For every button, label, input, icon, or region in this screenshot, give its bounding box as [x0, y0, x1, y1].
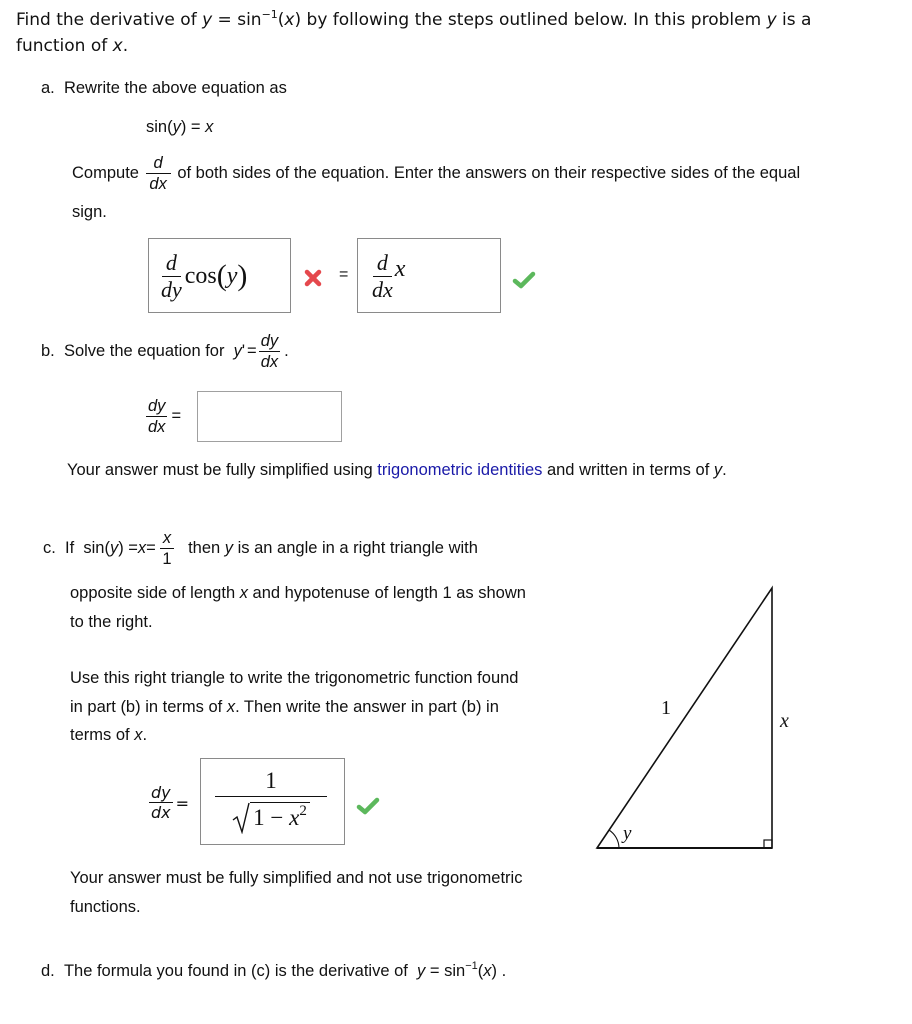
- left-side-answer: $\frac{d}{dy}$ cos ( y ): [161, 249, 248, 302]
- part-d-text: d. The formula you found in (c) is the derivative of $y = \sin^{-1}(x)$ .: [41, 960, 507, 980]
- part-a-equation: sin(y) = x: [146, 118, 214, 136]
- equals-sign: =: [339, 266, 349, 283]
- part-a-compute-text-line2: sign.: [72, 203, 107, 221]
- x-over-1-fraction: $\frac{x}{1}$: [160, 530, 174, 567]
- part-c-heading: c. If sin( y ) = x = $\frac{x}{1}$ then y is an angle in a right triangle with: [43, 529, 478, 568]
- part-b-heading: b. Solve the equation for y ' = $\frac{dy}{dx}$ .: [41, 332, 289, 371]
- right-triangle-diagram: [590, 580, 790, 855]
- part-b-answer-lhs: $\frac{dy}{dx}$ =: [148, 397, 182, 436]
- right-side-answer-box[interactable]: [357, 238, 501, 313]
- part-c-note: Your answer must be fully simplified and not use trigonometric functions.: [70, 869, 523, 916]
- part-b-note: Your answer must be fully simplified using trigonometric identities and written in terms of y.: [67, 461, 727, 479]
- part-c-description: opposite side of length x and hypotenuse of length 1 as shown to the right.: [70, 584, 526, 631]
- part-c-answer-lhs: $\frac{dy}{dx}$ =: [151, 783, 190, 822]
- d-dx-operator: $\frac{d}{dx}$: [146, 155, 171, 192]
- intro-line-2: function of x.: [16, 36, 129, 56]
- sqrt-expression: $1 - x^2$: [215, 800, 327, 834]
- correct-check-icon: [356, 796, 380, 816]
- incorrect-x-icon: [303, 268, 323, 288]
- right-side-answer: $\frac{d}{dx}$ x: [372, 249, 406, 302]
- part-a-compute-text: Compute $\frac{d}{dx}$ of both sides of the equation. Enter the answers on their respective sides of the equal: [72, 154, 801, 193]
- trigonometric-identities-link[interactable]: trigonometric identities: [377, 461, 543, 479]
- sqrt-icon: [232, 802, 250, 834]
- left-side-answer-box[interactable]: [148, 238, 291, 313]
- opposite-side-label: x: [780, 710, 789, 732]
- triangle-icon: [590, 580, 790, 855]
- problem-intro: [16, 7, 906, 59]
- angle-label: y: [623, 823, 632, 844]
- part-b-answer-input[interactable]: [197, 391, 342, 442]
- part-a-heading: a. Rewrite the above equation as: [41, 79, 287, 97]
- dy-dx-fraction: $\frac{dy}{dx}$: [260, 332, 279, 371]
- intro-line-1: Find the derivative of $y = \sin^{-1}(x)$ by following the steps outlined below. In this problem y is a: [16, 8, 812, 30]
- hypotenuse-label: 1: [661, 697, 671, 719]
- part-c-answer: 1 $1 - x^2$: [215, 769, 327, 834]
- part-c-instructions: Use this right triangle to write the trigonometric function found in part (b) in terms of x. Then write the answer in part (b) in terms of x.: [70, 669, 519, 744]
- correct-check-icon: [512, 270, 536, 290]
- part-c-answer-box[interactable]: [200, 758, 345, 845]
